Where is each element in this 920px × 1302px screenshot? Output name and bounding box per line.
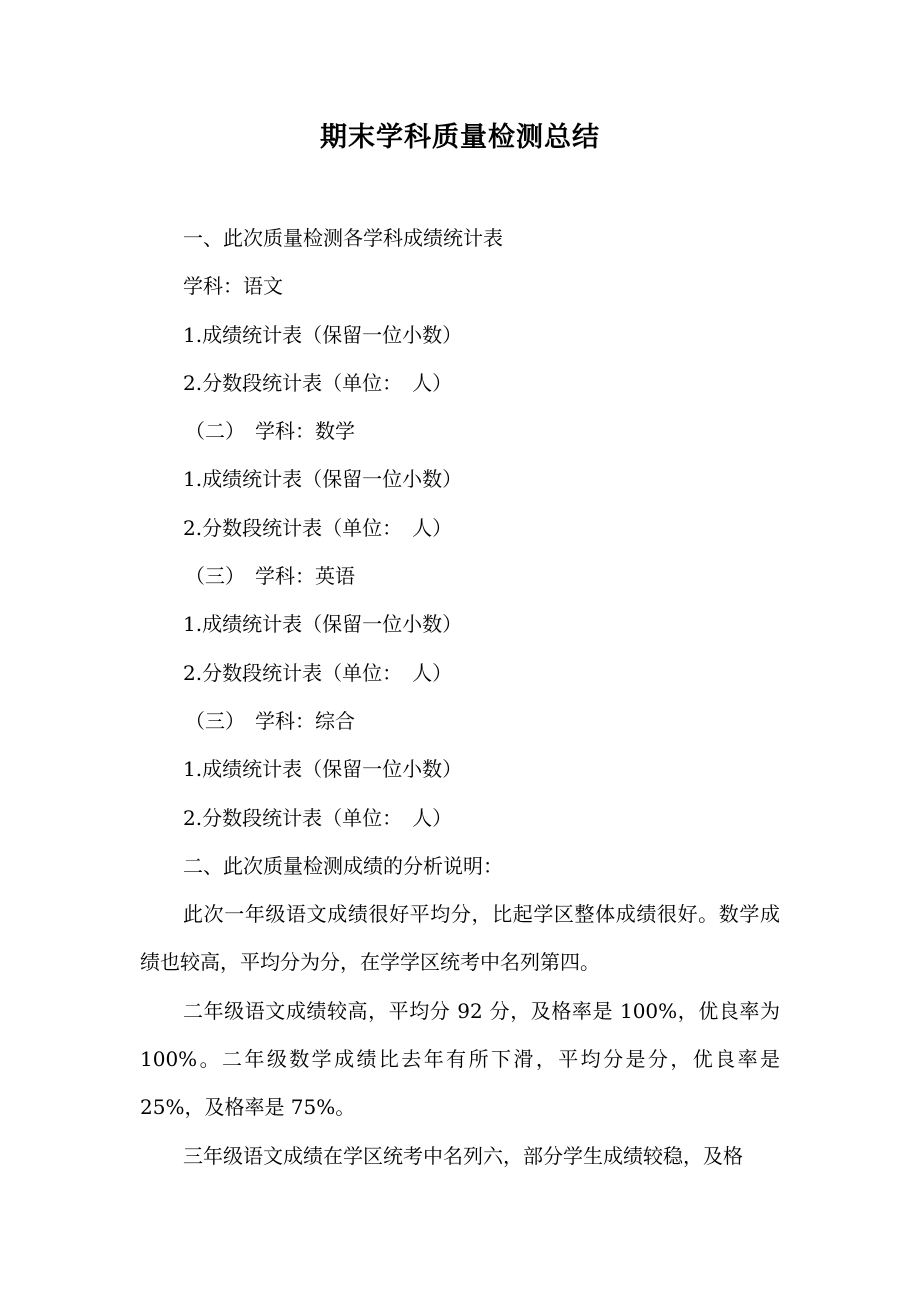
list-item: 1.成绩统计表（保留一位小数）: [183, 757, 463, 782]
document-title: 期末学科质量检测总结: [320, 122, 600, 153]
list-item: 2.分数段统计表（单位： 人）: [183, 515, 453, 540]
subject-line: 学科：语文: [183, 274, 283, 299]
analysis-paragraph-2: [140, 987, 780, 1132]
paragraph-text: 三年级语文成绩在学区统考中名列六，部分学生成绩较稳，及格: [183, 1143, 743, 1168]
list-item: 1.成绩统计表（保留一位小数）: [183, 467, 463, 492]
list-item: 1.成绩统计表（保留一位小数）: [183, 322, 463, 347]
analysis-paragraph-1: [140, 890, 780, 987]
subject-line: （二） 学科：数学: [185, 419, 355, 444]
paragraph-text: 此次一年级语文成绩很好平均分，比起学区整体成绩很好。数学成绩也较高，平均分为分，在学学区统考中名列第四。: [140, 902, 780, 975]
list-item: 2.分数段统计表（单位： 人）: [183, 660, 453, 685]
subject-line: （三） 学科：综合: [185, 708, 355, 733]
section-heading: 一、此次质量检测各学科成绩统计表: [183, 226, 503, 250]
analysis-paragraph-3: [140, 1132, 780, 1180]
list-item: 2.分数段统计表（单位： 人）: [183, 370, 453, 395]
subject-line: （三） 学科：英语: [185, 564, 355, 589]
document-body: [140, 214, 780, 1180]
paragraph-text: 二年级语文成绩较高，平均分 92 分，及格率是 100%，优良率为 100%。二年级数学成绩比去年有所下滑，平均分是分，优良率是 25%，及格率是 75%。: [140, 998, 780, 1120]
section-heading: 二、此次质量检测成绩的分析说明：: [183, 853, 503, 878]
list-item: 2.分数段统计表（单位： 人）: [183, 805, 453, 830]
list-item: 1.成绩统计表（保留一位小数）: [183, 612, 463, 637]
